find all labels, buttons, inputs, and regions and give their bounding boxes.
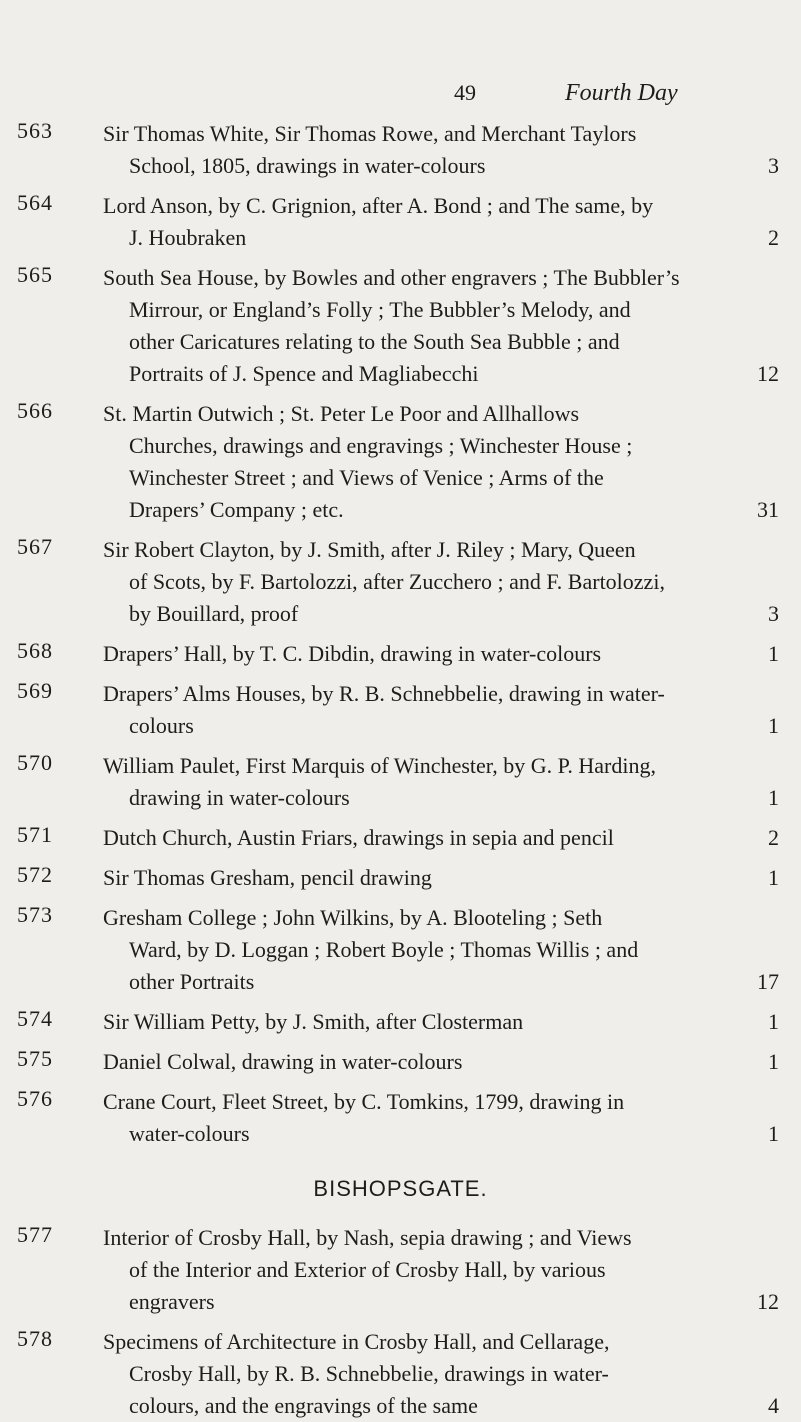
lot-text-line: Sir Thomas Gresham, pencil drawing 1 [103, 862, 779, 894]
lot-number: 574 [17, 1006, 53, 1031]
lot-text-line: water-colours 1 [129, 1118, 779, 1150]
lot-quantity: 3 [768, 153, 779, 178]
lot-quantity: 12 [757, 361, 779, 386]
lot-description [103, 118, 779, 182]
lot-text-line: Drapers’ Company ; etc. 31 [129, 494, 779, 526]
lot-text-line: of the Interior and Exterior of Crosby Hall, by various [129, 1257, 606, 1282]
lot-text-line: drawing in water-colours 1 [129, 782, 779, 814]
lot-number: 565 [17, 262, 53, 287]
lot-quantity: 1 [768, 865, 779, 890]
lot-text-line: Churches, drawings and engravings ; Winchester House ; [129, 433, 633, 458]
lot-text-line: St. Martin Outwich ; St. Peter Le Poor and Allhallows [103, 401, 580, 426]
lot-number: 575 [17, 1046, 53, 1071]
lot-number: 577 [17, 1222, 53, 1247]
lot-quantity: 31 [757, 497, 779, 522]
lot-quantity: 1 [768, 785, 779, 810]
lot-quantity: 12 [757, 1289, 779, 1314]
lot-quantity: 1 [768, 1009, 779, 1034]
lot-description [103, 398, 779, 526]
lot-number: 572 [17, 862, 53, 887]
lot-text-line: Crane Court, Fleet Street, by C. Tomkins, 1799, drawing in [103, 1089, 625, 1114]
lot-number: 576 [17, 1086, 53, 1111]
lot-text-line: Sir Thomas White, Sir Thomas Rowe, and Merchant Taylors [103, 121, 637, 146]
lot-description [103, 1222, 779, 1318]
lot-quantity: 4 [768, 1393, 779, 1418]
lot-text-line: other Portraits 17 [129, 966, 779, 998]
lot-description [103, 862, 779, 894]
lot-quantity: 3 [768, 601, 779, 626]
lot-text-line: Daniel Colwal, drawing in water-colours 1 [103, 1046, 779, 1078]
lot-number: 571 [17, 822, 53, 847]
lot-text-line: by Bouillard, proof 3 [129, 598, 779, 630]
lot-quantity: 1 [768, 1049, 779, 1074]
lot-description [103, 190, 779, 254]
lot-quantity: 1 [768, 713, 779, 738]
lot-text-line: South Sea House, by Bowles and other engravers ; The Bubbler’s [103, 265, 680, 290]
lot-description [103, 1046, 779, 1078]
lot-number: 569 [17, 678, 53, 703]
lot-description [103, 534, 779, 630]
lot-description [103, 1326, 779, 1422]
lot-description [103, 822, 779, 854]
lot-quantity: 2 [768, 825, 779, 850]
lot-description [103, 750, 779, 814]
lot-text-line: William Paulet, First Marquis of Winchester, by G. P. Harding, [103, 753, 656, 778]
lot-text-line: Mirrour, or England’s Folly ; The Bubbler’s Melody, and [129, 297, 631, 322]
lot-text-line: Gresham College ; John Wilkins, by A. Blooteling ; Seth [103, 905, 603, 930]
lot-number: 570 [17, 750, 53, 775]
lot-description [103, 1086, 779, 1150]
lot-text-line: colours 1 [129, 710, 779, 742]
lot-number: 568 [17, 638, 53, 663]
lot-description [103, 678, 779, 742]
lot-number: 567 [17, 534, 53, 559]
lot-text-line: Drapers’ Alms Houses, by R. B. Schnebbelie, drawing in water- [103, 681, 665, 706]
lot-text-line: of Scots, by F. Bartolozzi, after Zucchero ; and F. Bartolozzi, [129, 569, 665, 594]
lot-text-line: colours, and the engravings of the same 4 [129, 1390, 779, 1422]
lot-quantity: 17 [757, 969, 779, 994]
lot-quantity: 1 [768, 1121, 779, 1146]
lot-number: 564 [17, 190, 53, 215]
lot-text-line: Ward, by D. Loggan ; Robert Boyle ; Thomas Willis ; and [129, 937, 639, 962]
lot-number: 566 [17, 398, 53, 423]
lot-text-line: Winchester Street ; and Views of Venice ; Arms of the [129, 465, 604, 490]
lot-text-line: Sir Robert Clayton, by J. Smith, after J. Riley ; Mary, Queen [103, 537, 636, 562]
lot-text-line: Portraits of J. Spence and Magliabecchi 12 [129, 358, 779, 390]
lot-quantity: 1 [768, 641, 779, 666]
lot-text-line: Crosby Hall, by R. B. Schnebbelie, drawings in water- [129, 1361, 609, 1386]
lot-description [103, 638, 779, 670]
page-header [0, 80, 801, 110]
lot-text-line: J. Houbraken 2 [129, 222, 779, 254]
lot-text-line: Interior of Crosby Hall, by Nash, sepia drawing ; and Views [103, 1225, 632, 1250]
lot-quantity: 2 [768, 225, 779, 250]
lot-text-line: Specimens of Architecture in Crosby Hall, and Cellarage, [103, 1329, 610, 1354]
lot-text-line: Drapers’ Hall, by T. C. Dibdin, drawing in water-colours 1 [103, 638, 779, 670]
section-heading-bishopsgate: BISHOPSGATE. [313, 1176, 488, 1201]
page-number: 49 [454, 80, 476, 105]
lot-text-line: School, 1805, drawings in water-colours 3 [129, 150, 779, 182]
lot-text-line: engravers 12 [129, 1286, 779, 1318]
lot-text-line: Dutch Church, Austin Friars, drawings in sepia and pencil 2 [103, 822, 779, 854]
lot-number: 573 [17, 902, 53, 927]
lot-number: 578 [17, 1326, 53, 1351]
lot-description [103, 1006, 779, 1038]
lot-text-line: Sir William Petty, by J. Smith, after Closterman 1 [103, 1006, 779, 1038]
day-title: Fourth Day [565, 80, 678, 106]
lot-text-line: other Caricatures relating to the South Sea Bubble ; and [129, 329, 620, 354]
lot-description [103, 262, 779, 390]
lot-text-line: Lord Anson, by C. Grignion, after A. Bond ; and The same, by [103, 193, 654, 218]
lot-number: 563 [17, 118, 53, 143]
lot-description [103, 902, 779, 998]
